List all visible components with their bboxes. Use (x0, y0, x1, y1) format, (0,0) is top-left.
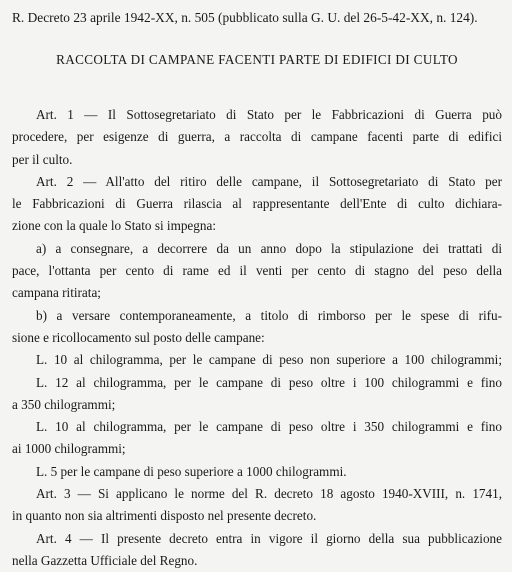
text-line: L. 5 per le campane di peso superiore a 1000 chilogrammi. (36, 463, 347, 479)
text-line: Art. 2 — All'atto del ritiro delle campane, il Sottosegretariato di Stato per (36, 173, 502, 189)
text-line: Art. 4 — Il presente decreto entra in vigore il giorno della sua pubblicazione (36, 530, 502, 546)
text-line: b) a versare contemporaneamente, a titolo di rimborso per le spese di rifu- (36, 307, 502, 323)
text-line: a) a consegnare, a decorrere da un anno dopo la stipulazione dei trattati di (36, 240, 502, 256)
text-line: pace, l'ottanta per cento di rame ed il venti per cento di stagno del peso della (12, 263, 502, 279)
text-line: procedere, per esigenze di guerra, a raccolta di campane facenti parte di edifici (12, 129, 502, 145)
decree-header: R. Decreto 23 aprile 1942-XX, n. 505 (pubblicato sulla G. U. del 26-5-42-XX, n. 124). (12, 10, 478, 25)
text-line: sione e ricollocamento sul posto delle campane: (12, 329, 265, 345)
text-line: L. 10 al chilogramma, per le campane di peso non superiore a 100 chilogrammi; (36, 352, 502, 368)
document-title: RACCOLTA DI CAMPANE FACENTI PARTE DI EDIFICI DI CULTO (56, 52, 458, 67)
text-line: campana ritirata; (12, 285, 101, 301)
text-line: zione con la quale lo Stato si impegna: (12, 218, 216, 234)
text-line: L. 12 al chilogramma, per le campane di peso oltre i 100 chilogrammi e fino (36, 374, 502, 390)
text-line: a 350 chilogrammi; (12, 396, 116, 412)
text-line: per il culto. (12, 151, 73, 167)
text-line: le Fabbricazioni di Guerra rilascia al rappresentante dell'Ente di culto dichiara- (12, 196, 502, 212)
text-line: Art. 3 — Si applicano le norme del R. decreto 18 agosto 1940-XVIII, n. 1741, (36, 486, 502, 502)
text-line: L. 10 al chilogramma, per le campane di peso oltre i 350 chilogrammi e fino (36, 419, 502, 435)
text-line: Art. 1 — Il Sottosegretariato di Stato per le Fabbricazioni di Guerra può (36, 107, 502, 122)
text-line: ai 1000 chilogrammi; (12, 441, 126, 457)
document-body (12, 104, 502, 572)
text-line: nella Gazzetta Ufficiale del Regno. (12, 552, 198, 568)
text-line: in quanto non sia altrimenti disposto nel presente decreto. (12, 508, 317, 524)
